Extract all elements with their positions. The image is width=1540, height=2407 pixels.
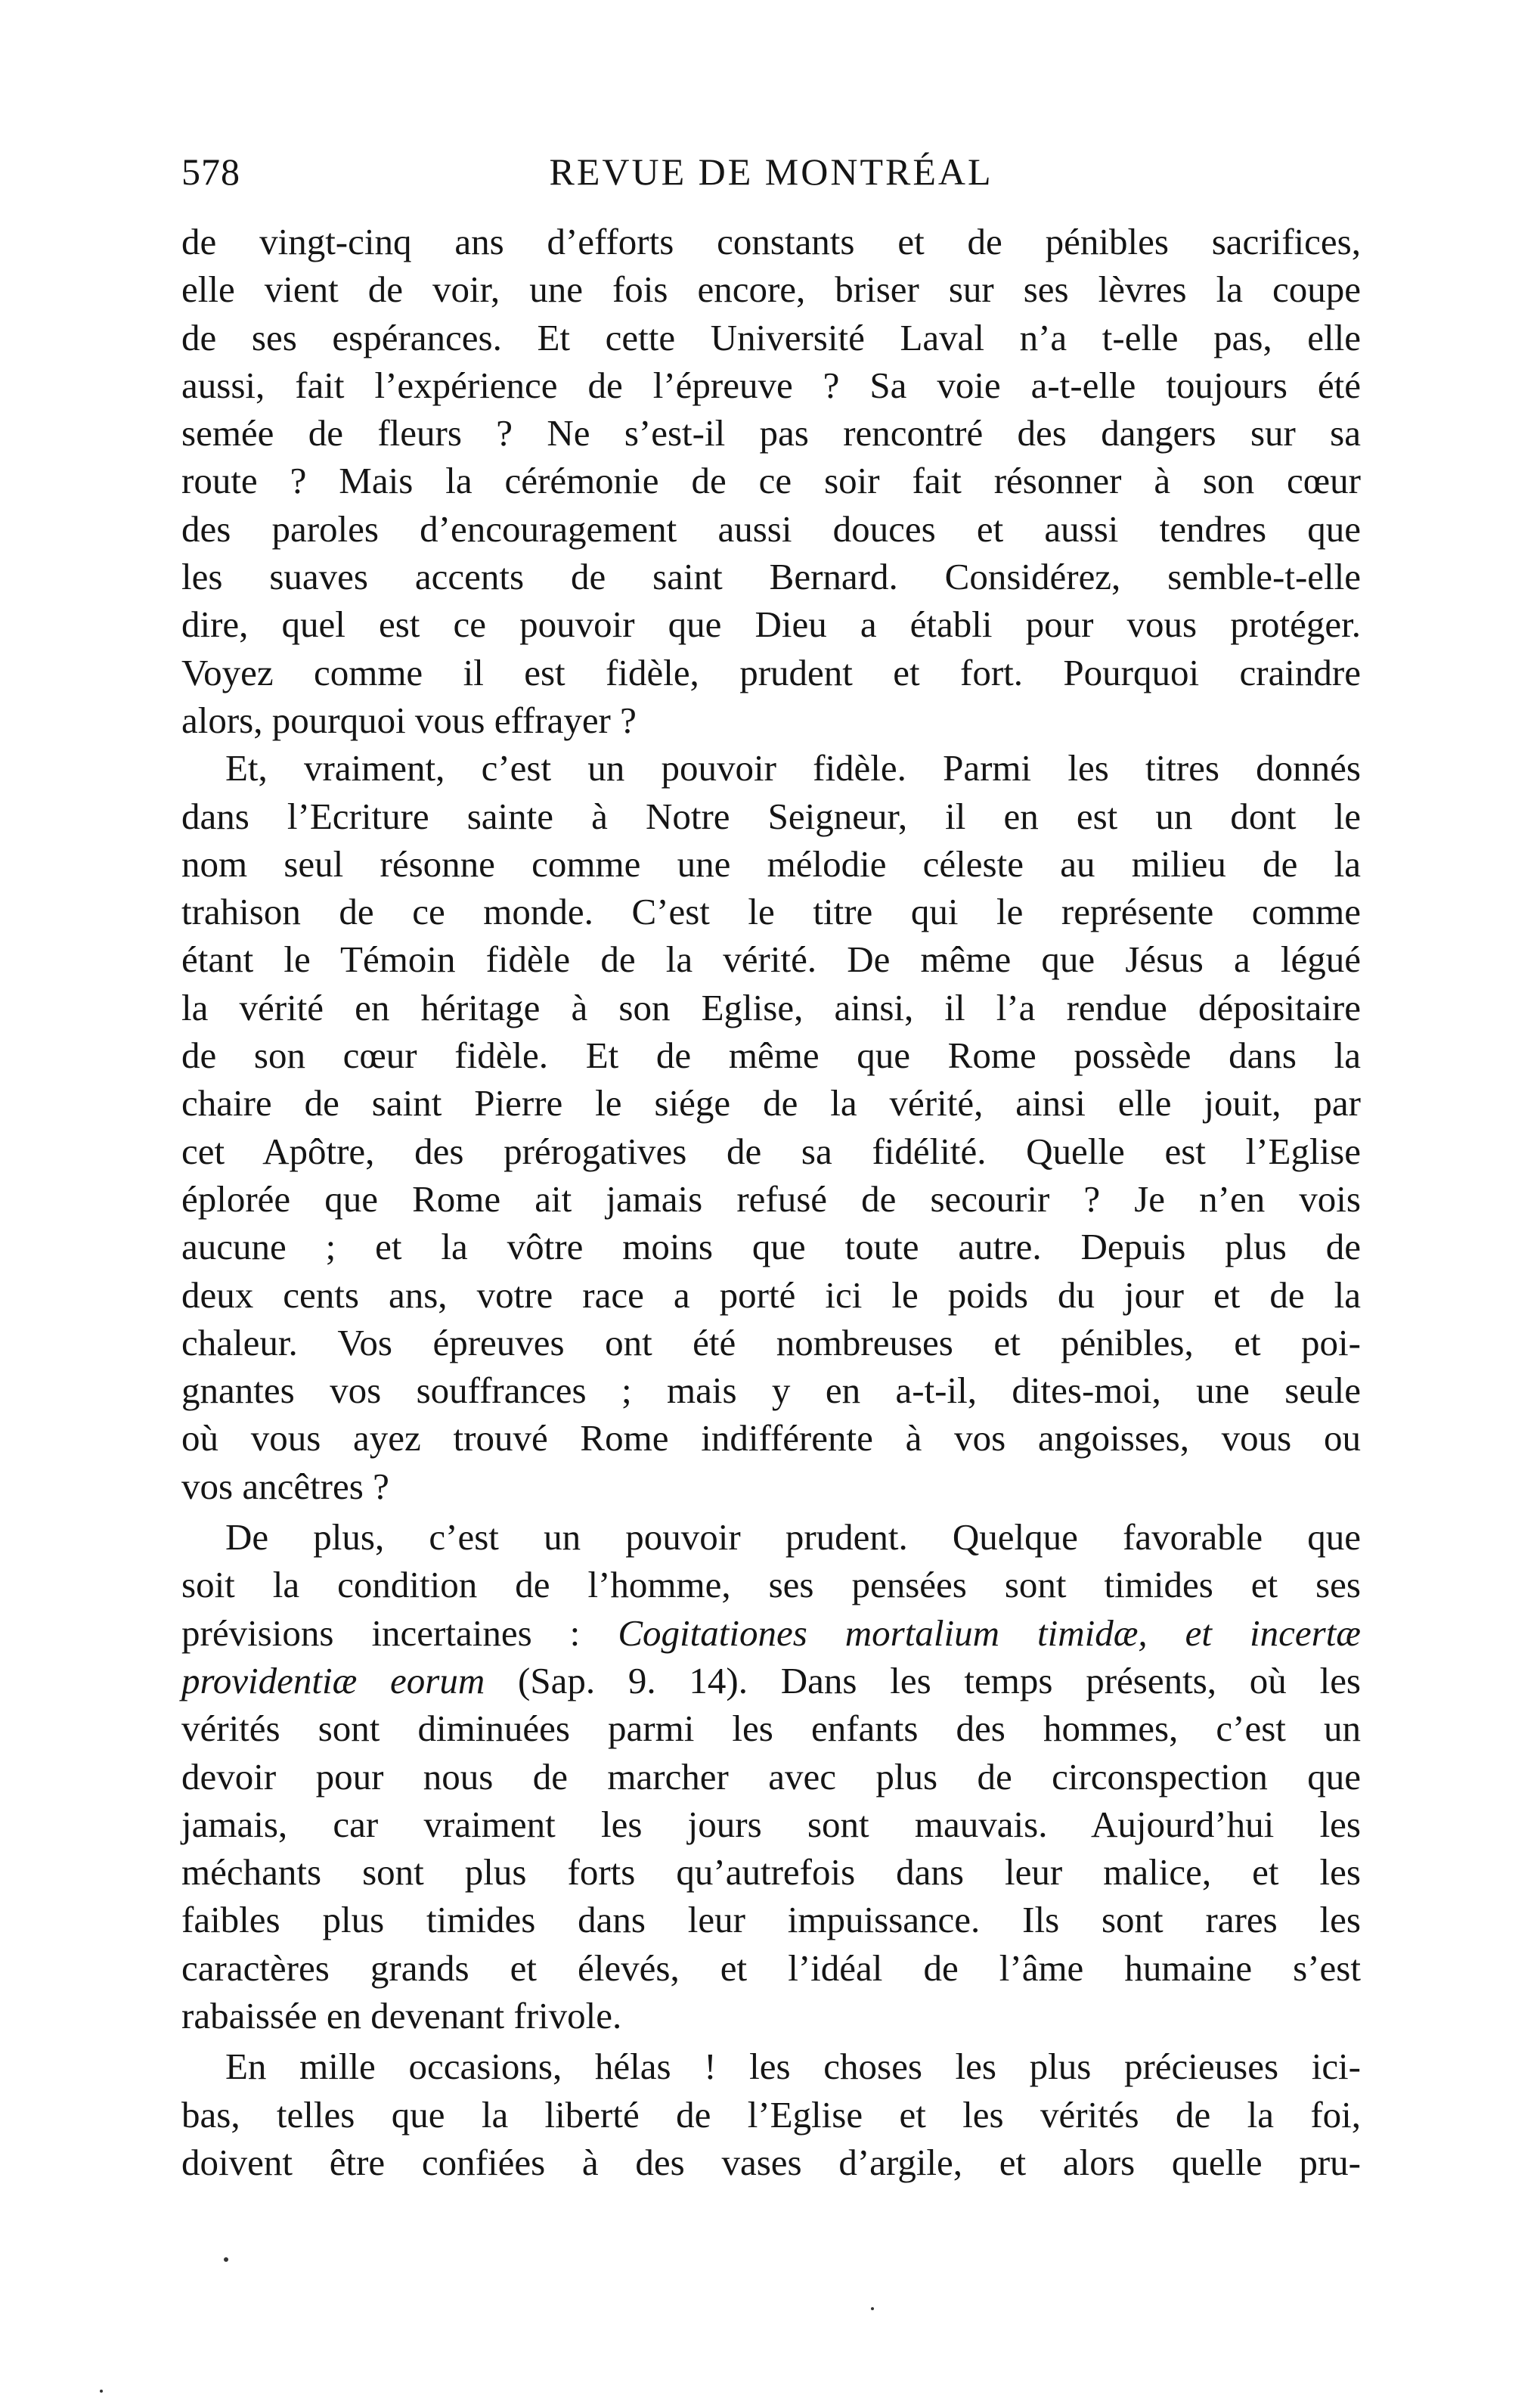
text-line: doivent être confiées à des vases d’argile, et alors quelle pru- <box>181 2141 1361 2183</box>
text-line: rabaissée en devenant frivole. <box>181 1994 622 2036</box>
text-line: De plus, c’est un pouvoir prudent. Quelque favorable que <box>225 1516 1361 1559</box>
text-line: étant le Témoin fidèle de la vérité. De même que Jésus a légué <box>181 938 1361 981</box>
scan-speck <box>224 2257 228 2262</box>
text-line: de ses espérances. Et cette Université Laval n’a t-elle pas, elle <box>181 316 1361 358</box>
text-line: la vérité en héritage à son Eglise, ainsi, il l’a rendue dépositaire <box>181 986 1361 1028</box>
text-line: elle vient de voir, une fois encore, briser sur ses lèvres la coupe <box>181 268 1361 311</box>
text-line: vos ancêtres ? <box>181 1465 389 1507</box>
text-line: jamais, car vraiment les jours sont mauvais. Aujourd’hui les <box>181 1803 1361 1845</box>
text-line: trahison de ce monde. C’est le titre qui le représente comme <box>181 891 1361 933</box>
text-line: devoir pour nous de marcher avec plus de circonspection que <box>181 1755 1361 1797</box>
latin-quotation: providentiæ eorum <box>181 1659 485 1701</box>
text-line: caractères grands et élevés, et l’idéal de l’âme humaine s’est <box>181 1946 1361 1989</box>
text-line <box>181 1657 1361 1704</box>
text-line: chaleur. Vos épreuves ont été nombreuses et pénibles, et poi- <box>181 1321 1361 1363</box>
text-line: gnantes vos souffrances ; mais y en a-t-il, dites-moi, une seule <box>181 1369 1361 1412</box>
text-line: soit la condition de l’homme, ses pensées sont timides et ses <box>181 1564 1361 1606</box>
text-line <box>181 1609 1361 1657</box>
text-line: de son cœur fidèle. Et de même que Rome possède dans la <box>181 1034 1361 1077</box>
text-line: méchants sont plus forts qu’autrefois dans leur malice, et les <box>181 1851 1361 1894</box>
text-line: aucune ; et la vôtre moins que toute autre. Depuis plus de <box>181 1226 1361 1268</box>
text-line: des paroles d’encouragement aussi douces et aussi tendres que <box>181 507 1361 550</box>
text-line: faibles plus timides dans leur impuissance. Ils sont rares les <box>181 1899 1361 1941</box>
text-line: chaire de saint Pierre le siége de la vérité, ainsi elle jouit, par <box>181 1082 1361 1124</box>
text-segment: prévisions incertaines : <box>181 1611 581 1654</box>
text-line: Voyez comme il est fidèle, prudent et fort. Pourquoi craindre <box>181 651 1361 693</box>
scan-speck <box>100 2390 103 2393</box>
text-line: route ? Mais la cérémonie de ce soir fait résonner à son cœur <box>181 460 1361 502</box>
text-line: Et, vraiment, c’est un pouvoir fidèle. Parmi les titres donnés <box>225 747 1361 789</box>
text-line: dire, quel est ce pouvoir que Dieu a établi pour vous protéger. <box>181 603 1361 646</box>
text-line: éplorée que Rome ait jamais refusé de secourir ? Je n’en vois <box>181 1177 1361 1220</box>
text-line: où vous ayez trouvé Rome indifférente à vos angoisses, vous ou <box>181 1417 1361 1459</box>
text-segment: (Sap. 9. 14). Dans les temps présents, où les <box>518 1659 1362 1701</box>
text-line: cet Apôtre, des prérogatives de sa fidélité. Quelle est l’Eglise <box>181 1130 1361 1172</box>
text-line: de vingt-cinq ans d’efforts constants et de pénibles sacrifices, <box>181 221 1361 262</box>
text-line: deux cents ans, votre race a porté ici le poids du jour et de la <box>181 1273 1361 1316</box>
latin-quotation: Cogitationes mortalium timidæ, et incertæ <box>618 1611 1361 1654</box>
text-line: nom seul résonne comme une mélodie céleste au milieu de la <box>181 842 1361 885</box>
text-line: alors, pourquoi vous effrayer ? <box>181 699 637 741</box>
scan-speck <box>871 2307 874 2310</box>
text-line: aussi, fait l’expérience de l’épreuve ? Sa voie a-t-elle toujours été <box>181 364 1361 406</box>
text-line: vérités sont diminuées parmi les enfants des hommes, c’est un <box>181 1708 1361 1750</box>
text-line: En mille occasions, hélas ! les choses les plus précieuses ici- <box>225 2046 1361 2088</box>
body-text <box>181 218 1361 2186</box>
running-title: REVUE DE MONTRÉAL <box>549 150 993 193</box>
page-number: 578 <box>181 150 240 193</box>
page-header <box>181 150 1361 195</box>
text-line: bas, telles que la liberté de l’Eglise et les vérités de la foi, <box>181 2093 1361 2136</box>
text-line: semée de fleurs ? Ne s’est-il pas rencontré des dangers sur sa <box>181 412 1361 454</box>
text-line: dans l’Ecriture sainte à Notre Seigneur, il en est un dont le <box>181 795 1361 837</box>
text-line: les suaves accents de saint Bernard. Considérez, semble-t-elle <box>181 556 1361 598</box>
